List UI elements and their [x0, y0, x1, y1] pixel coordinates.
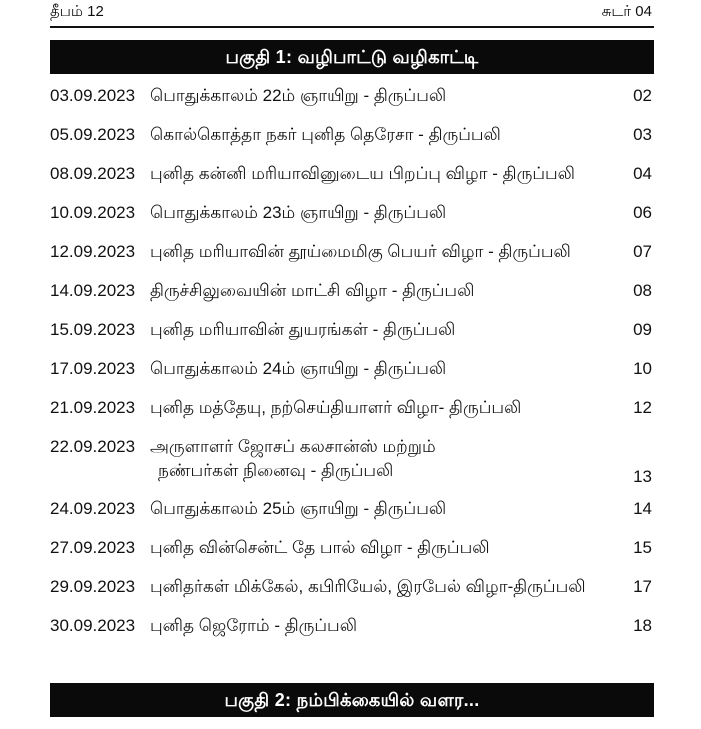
- entry-date: 21.09.2023: [50, 398, 136, 417]
- entry-page-number: 04: [633, 164, 652, 183]
- entry-date: 30.09.2023: [50, 616, 136, 635]
- entry-page-number: 17: [633, 577, 652, 596]
- entry-page-number: 09: [633, 320, 652, 339]
- entry-title-continued: நண்பர்கள் நினைவு - திருப்பலி: [158, 461, 394, 480]
- section-1-heading: பகுதி 1: வழிபாட்டு வழிகாட்டி: [50, 40, 654, 74]
- contents-list: [50, 80, 652, 649]
- entry-title: புனித ஜெரோம் - திருப்பலி: [150, 616, 358, 635]
- entry-title: புனித கன்னி மரியாவினுடைய பிறப்பு விழா - திருப்பலி: [150, 164, 575, 183]
- entry-date: 05.09.2023: [50, 125, 136, 144]
- list-item: [50, 119, 652, 158]
- list-item: [50, 431, 652, 493]
- entry-title: பொதுக்காலம் 25ம் ஞாயிறு - திருப்பலி: [150, 499, 447, 518]
- entry-page-number: 07: [633, 242, 652, 261]
- entry-title: புனித மரியாவின் துயரங்கள் - திருப்பலி: [150, 320, 456, 339]
- entry-date: 14.09.2023: [50, 281, 136, 300]
- entry-date: 15.09.2023: [50, 320, 136, 339]
- entry-title: பொதுக்காலம் 22ம் ஞாயிறு - திருப்பலி: [150, 86, 447, 105]
- header-edition-label: சுடர் 04: [601, 3, 652, 20]
- list-item: [50, 158, 652, 197]
- entry-date: 17.09.2023: [50, 359, 136, 378]
- list-item: [50, 392, 652, 431]
- list-item: [50, 197, 652, 236]
- entry-title: புனிதர்கள் மிக்கேல், கபிரியேல், இரபேல் விழா-திருப்பலி: [150, 577, 586, 596]
- list-item: [50, 493, 652, 532]
- list-item: [50, 275, 652, 314]
- entry-page-number: 06: [633, 203, 652, 222]
- list-item: [50, 314, 652, 353]
- entry-page-number: 14: [633, 499, 652, 518]
- entry-title: திருச்சிலுவையின் மாட்சி விழா - திருப்பலி: [150, 281, 475, 300]
- entry-title: புனித வின்சென்ட் தே பால் விழா - திருப்பலி: [150, 538, 490, 557]
- entry-date: 03.09.2023: [50, 86, 136, 105]
- list-item: [50, 353, 652, 392]
- entry-date: 12.09.2023: [50, 242, 136, 261]
- entry-page-number: 15: [633, 538, 652, 557]
- entry-date: 08.09.2023: [50, 164, 136, 183]
- entry-date: 10.09.2023: [50, 203, 136, 222]
- page-header: [50, 2, 654, 28]
- entry-date: 29.09.2023: [50, 577, 136, 596]
- list-item: [50, 610, 652, 649]
- entry-page-number: 02: [633, 86, 652, 105]
- entry-title: பொதுக்காலம் 23ம் ஞாயிறு - திருப்பலி: [150, 203, 447, 222]
- entry-title: பொதுக்காலம் 24ம் ஞாயிறு - திருப்பலி: [150, 359, 447, 378]
- list-item: [50, 236, 652, 275]
- entry-page-number: 12: [633, 398, 652, 417]
- list-item: [50, 571, 652, 610]
- entry-date: 24.09.2023: [50, 499, 136, 518]
- list-item: [50, 532, 652, 571]
- entry-page-number: 03: [633, 125, 652, 144]
- entry-date: 22.09.2023: [50, 437, 136, 456]
- entry-title: புனித மரியாவின் தூய்மைமிகு பெயர் விழா - திருப்பலி: [150, 242, 571, 261]
- entry-page-number: 08: [633, 281, 652, 300]
- entry-title: கொல்கொத்தா நகர் புனித தெரேசா - திருப்பலி: [150, 125, 501, 144]
- section-2-heading: பகுதி 2: நம்பிக்கையில் வளர...: [50, 683, 654, 717]
- entry-page-number: 18: [633, 616, 652, 635]
- entry-title: புனித மத்தேயு, நற்செய்தியாளர் விழா- திருப்பலி: [150, 398, 522, 417]
- entry-page-number: 10: [633, 359, 652, 378]
- header-issue-label: தீபம் 12: [50, 3, 104, 20]
- list-item: [50, 80, 652, 119]
- entry-page-number: 13: [633, 467, 652, 486]
- entry-title: அருளாளர் ஜோசப் கலசான்ஸ் மற்றும்: [150, 437, 436, 456]
- entry-date: 27.09.2023: [50, 538, 136, 557]
